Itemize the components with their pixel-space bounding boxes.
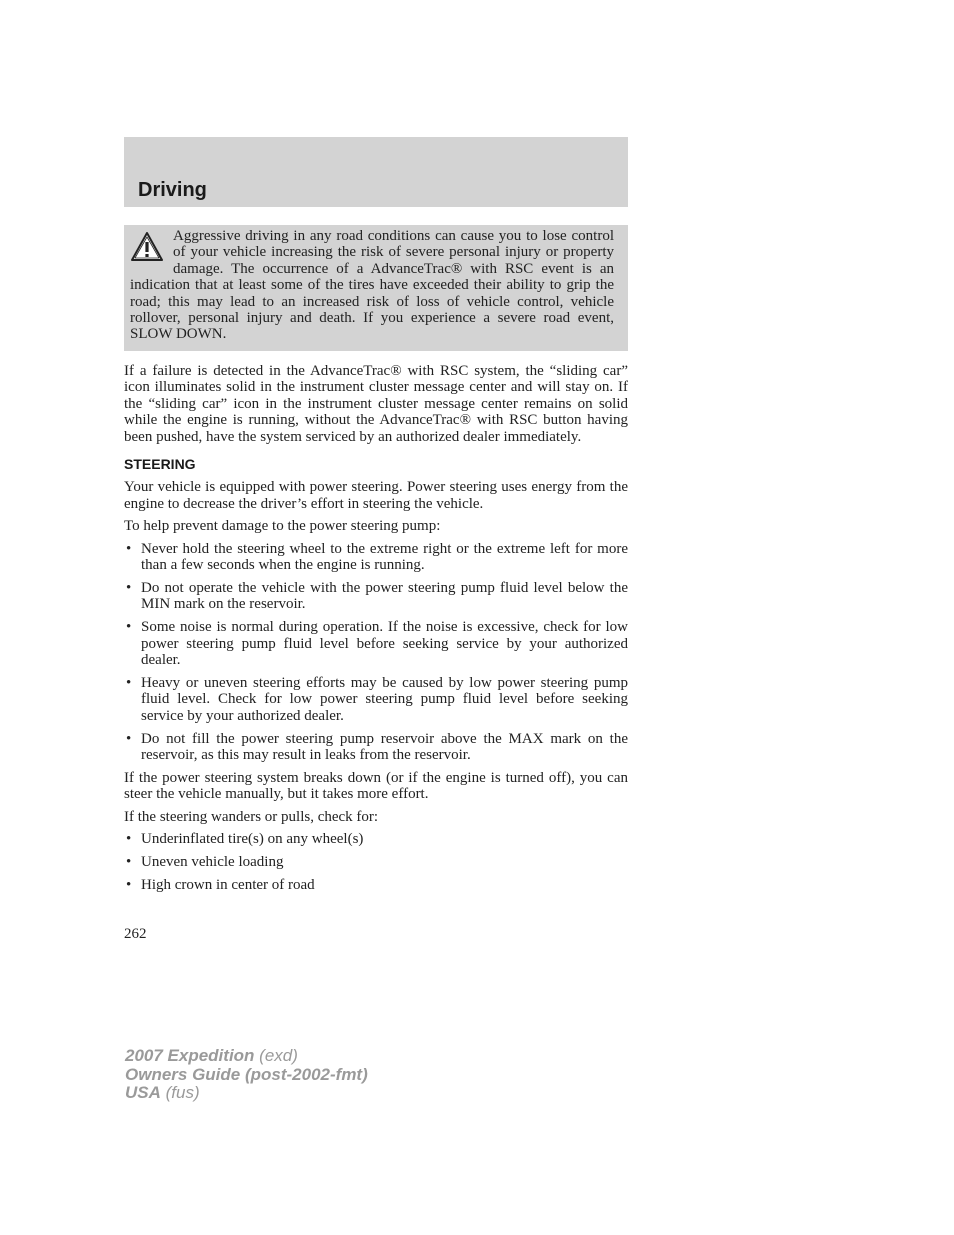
list-item: • Do not operate the vehicle with the power steering pump fluid level below the MIN mark on the reservoir. [124,580,628,613]
footer-market-code: (fus) [160,1083,200,1103]
list-item: • Some noise is normal during operation. If the noise is excessive, check for low power steering pump fluid level before seeking service by your authorized dealer. [124,619,628,668]
check-for-list [124,831,628,893]
steering-paragraph-2: To help prevent damage to the power steering pump: [124,518,441,535]
advancetrac-failure-paragraph: If a failure is detected in the AdvanceTrac® with RSC system, the “sliding car” icon illuminates solid in the instrument cluster message center and will stay on. If the “sliding car” icon in the instrument cluster message center remains on solid while the engine is running, without the AdvanceTrac® with RSC button having been pushed, have the system serviced by an authorized dealer immediately. [124,363,628,445]
list-item: • Never hold the steering wheel to the extreme right or the extreme left for more than a few seconds when the engine is running. [124,541,628,574]
footer-model-code: (exd) [254,1046,298,1065]
list-item: • Do not fill the power steering pump reservoir above the MAX mark on the reservoir, as this may result in leaks from the reservoir. [124,731,628,764]
list-item: • High crown in center of road [124,877,628,893]
prevent-damage-list [124,541,628,764]
document-footer [125,1047,368,1103]
wanders-paragraph: If the steering wanders or pulls, check for: [124,808,379,825]
steering-heading: STEERING [124,456,196,473]
main-content [124,363,628,900]
list-item: • Heavy or uneven steering efforts may be caused by low power steering pump fluid level. Check for low power steering pump fluid level before seeking service by your authorized dealer. [124,675,628,724]
footer-line-1 [125,1047,368,1066]
footer-model: 2007 Expedition [125,1046,255,1065]
section-title: Driving [138,179,207,201]
steering-paragraph-1: Your vehicle is equipped with power steering. Power steering uses energy from the engine to decrease the driver’s effort in steering the vehicle. [124,479,628,512]
warning-triangle-icon [130,231,164,263]
footer-market: USA [125,1083,161,1103]
breakdown-paragraph: If the power steering system breaks down (or if the engine is turned off), you can steer the vehicle manually, but it takes more effort. [124,770,628,803]
footer-line-2 [125,1066,368,1085]
list-item: • Underinflated tire(s) on any wheel(s) [124,831,628,847]
section-header-band [124,137,628,207]
warning-box [124,225,628,351]
warning-text: Aggressive driving in any road conditions can cause you to lose control of your vehicle increasing the risk of severe personal injury or property damage. The occurrence of a AdvanceTrac® with RSC event is an indication that at least some of the tires have exceeded their ability to grip the road; this may lead to an increased risk of loss of vehicle control, vehicle rollover, personal injury and death. If you experience a severe road event, SLOW DOWN. [130,228,614,343]
footer-guide: Owners Guide (post-2002-fmt) [125,1064,368,1084]
page-number: 262 [124,926,147,942]
footer-line-3 [125,1084,368,1103]
list-item: • Uneven vehicle loading [124,854,628,870]
